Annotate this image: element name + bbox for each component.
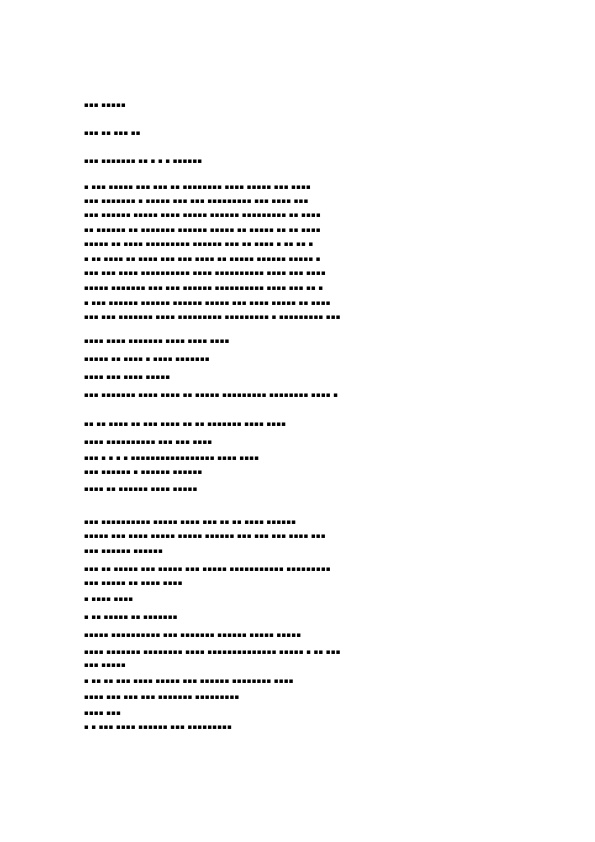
section-2-line: ▪▪▪ ▪▪▪▪▪ xyxy=(84,661,126,669)
section-2-line: ▪ ▪▪ ▪▪▪▪▪ ▪▪ ▪▪▪▪▪▪▪ xyxy=(84,613,178,621)
section-2-line: ▪▪▪▪▪ ▪▪▪▪▪▪▪▪▪▪ ▪▪▪ ▪▪▪▪▪▪▪ ▪▪▪▪▪▪ ▪▪▪▪▪ ▪▪▪▪▪ xyxy=(84,631,302,639)
paragraph-line: ▪▪▪ ▪▪▪▪▪▪▪ ▪ ▪▪▪▪▪ ▪▪▪ ▪▪▪ ▪▪▪▪▪▪▪▪▪ ▪▪▪ ▪▪▪▪ ▪▪▪ xyxy=(84,197,309,205)
paragraph-line: ▪▪▪ ▪▪▪ ▪▪▪▪ ▪▪▪▪▪▪▪▪▪▪ ▪▪▪▪ ▪▪▪▪▪▪▪▪▪▪ ▪▪▪▪ ▪▪▪ ▪▪▪▪ xyxy=(84,269,326,277)
paragraph-line: ▪▪▪▪▪ ▪▪ ▪▪▪▪ ▪▪▪▪▪▪▪▪▪ ▪▪▪▪▪▪ ▪▪▪ ▪▪ ▪▪▪▪ ▪ ▪▪ ▪▪ ▪ xyxy=(84,240,314,248)
section-2-line: ▪▪▪▪▪ ▪▪▪ ▪▪▪▪ ▪▪▪▪▪ ▪▪▪▪▪ ▪▪▪▪▪▪ ▪▪▪ ▪▪▪ ▪▪▪ ▪▪▪▪ ▪▪▪ xyxy=(84,532,326,540)
list-item: ▪▪▪▪ ▪▪▪▪ ▪▪▪▪▪▪▪ ▪▪▪▪ ▪▪▪▪ ▪▪▪▪ xyxy=(84,337,230,345)
paragraph-line: ▪▪▪ ▪▪▪▪▪▪ ▪▪▪▪▪ ▪▪▪▪ ▪▪▪▪▪ ▪▪▪▪▪▪ ▪▪▪▪▪▪▪▪▪ ▪▪ ▪▪▪▪ xyxy=(84,211,321,219)
paragraph-line: ▪ ▪▪▪ ▪▪▪▪▪▪ ▪▪▪▪▪▪ ▪▪▪▪▪▪ ▪▪▪▪▪ ▪▪▪ ▪▪▪▪ ▪▪▪▪▪ ▪▪ ▪▪▪▪ xyxy=(84,299,331,307)
list-item: ▪▪▪▪▪ ▪▪ ▪▪▪▪ ▪ ▪▪▪▪ ▪▪▪▪▪▪▪ xyxy=(84,355,210,363)
section-2-line: ▪▪▪ ▪▪▪▪▪ ▪▪ ▪▪▪▪ ▪▪▪▪ xyxy=(84,579,183,587)
paragraph-line: ▪ ▪▪ ▪▪▪▪ ▪▪ ▪▪▪▪ ▪▪▪ ▪▪▪ ▪▪▪▪ ▪▪ ▪▪▪▪▪ ▪▪▪▪▪▪ ▪▪▪▪▪ ▪ xyxy=(84,255,321,263)
section-1-heading: ▪▪▪ ▪▪▪▪▪▪▪ ▪▪ ▪ ▪ ▪ ▪▪▪▪▪▪ xyxy=(84,157,203,165)
list-item: ▪▪▪▪ ▪▪▪▪▪▪▪▪▪▪ ▪▪▪ ▪▪▪ ▪▪▪▪ xyxy=(84,438,213,446)
paragraph-line: ▪▪▪▪▪ ▪▪▪▪▪▪▪ ▪▪▪ ▪▪▪ ▪▪▪▪▪▪ ▪▪▪▪▪▪▪▪▪▪ ▪▪▪▪ ▪▪▪ ▪▪ ▪ xyxy=(84,284,324,292)
paragraph-line: ▪ ▪▪▪ ▪▪▪▪▪ ▪▪▪ ▪▪▪ ▪▪ ▪▪▪▪▪▪▪▪ ▪▪▪▪ ▪▪▪▪▪ ▪▪▪ ▪▪▪▪ xyxy=(84,183,311,191)
section-2-line: ▪▪▪ ▪▪▪▪▪▪▪▪▪▪ ▪▪▪▪▪ ▪▪▪▪ ▪▪▪ ▪▪ ▪▪ ▪▪▪▪ ▪▪▪▪▪▪ xyxy=(84,518,297,526)
section-2-line: ▪▪▪ ▪▪ ▪▪▪▪▪ ▪▪▪ ▪▪▪▪▪ ▪▪▪ ▪▪▪▪▪ ▪▪▪▪▪▪▪▪▪▪▪ ▪▪▪▪▪▪▪▪▪ xyxy=(84,565,331,573)
section-2-line: ▪▪▪▪ ▪▪▪ ▪▪▪ ▪▪▪ ▪▪▪▪▪▪▪ ▪▪▪▪▪▪▪▪▪ xyxy=(84,693,240,701)
section-2-line: ▪▪▪▪ ▪▪▪▪▪▪▪ ▪▪▪▪▪▪▪▪ ▪▪▪▪ ▪▪▪▪▪▪▪▪▪▪▪▪▪▪ ▪▪▪▪▪ ▪ ▪▪ ▪▪▪ xyxy=(84,648,341,656)
header-line-1: ▪▪▪ ▪▪▪▪▪ xyxy=(84,101,126,109)
section-2-line: ▪ ▪▪▪▪ ▪▪▪▪ xyxy=(84,595,134,603)
list-item: ▪▪▪▪ ▪▪ ▪▪▪▪▪▪ ▪▪▪▪ ▪▪▪▪▪ xyxy=(84,485,198,493)
section-2-line: ▪▪▪ ▪▪▪▪▪▪ ▪▪▪▪▪▪ xyxy=(84,547,164,555)
header-line-2: ▪▪▪ ▪▪ ▪▪▪ ▪▪ xyxy=(84,129,141,137)
section-2-line: ▪ ▪ ▪▪▪ ▪▪▪▪ ▪▪▪▪▪▪ ▪▪▪ ▪▪▪▪▪▪▪▪▪ xyxy=(84,723,233,731)
list-item: ▪▪ ▪▪ ▪▪▪▪ ▪▪ ▪▪▪ ▪▪▪▪ ▪▪ ▪▪ ▪▪▪▪▪▪▪ ▪▪▪▪ ▪▪▪▪ xyxy=(84,420,287,428)
list-item: ▪▪▪▪ ▪▪▪ ▪▪▪▪ ▪▪▪▪▪ xyxy=(84,373,171,381)
section-2-line: ▪▪▪▪ ▪▪▪ xyxy=(84,709,122,717)
list-item: ▪▪▪ ▪ ▪ ▪ ▪ ▪▪▪▪▪▪▪▪▪▪▪▪▪▪▪▪▪ ▪▪▪▪ ▪▪▪▪ xyxy=(84,454,260,462)
section-2-line: ▪ ▪▪ ▪▪ ▪▪▪ ▪▪▪▪ ▪▪▪▪▪ ▪▪▪ ▪▪▪▪▪▪ ▪▪▪▪▪▪▪▪ ▪▪▪▪ xyxy=(84,677,294,685)
paragraph-line: ▪▪ ▪▪▪▪▪▪ ▪▪ ▪▪▪▪▪▪▪ ▪▪▪▪▪▪ ▪▪▪▪▪ ▪▪ ▪▪▪▪▪ ▪▪ ▪▪ ▪▪▪▪ xyxy=(84,226,321,234)
list-item: ▪▪▪ ▪▪▪▪▪▪ ▪ ▪▪▪▪▪▪ ▪▪▪▪▪▪ xyxy=(84,468,203,476)
paragraph-line: ▪▪▪ ▪▪▪ ▪▪▪▪▪▪▪ ▪▪▪▪ ▪▪▪▪▪▪▪▪▪ ▪▪▪▪▪▪▪▪▪ ▪ ▪▪▪▪▪▪▪▪▪ ▪▪▪ xyxy=(84,313,341,321)
list-item: ▪▪▪ ▪▪▪▪▪▪▪ ▪▪▪▪ ▪▪▪▪ ▪▪ ▪▪▪▪▪ ▪▪▪▪▪▪▪▪▪ ▪▪▪▪▪▪▪▪ ▪▪▪▪ ▪ xyxy=(84,391,339,399)
